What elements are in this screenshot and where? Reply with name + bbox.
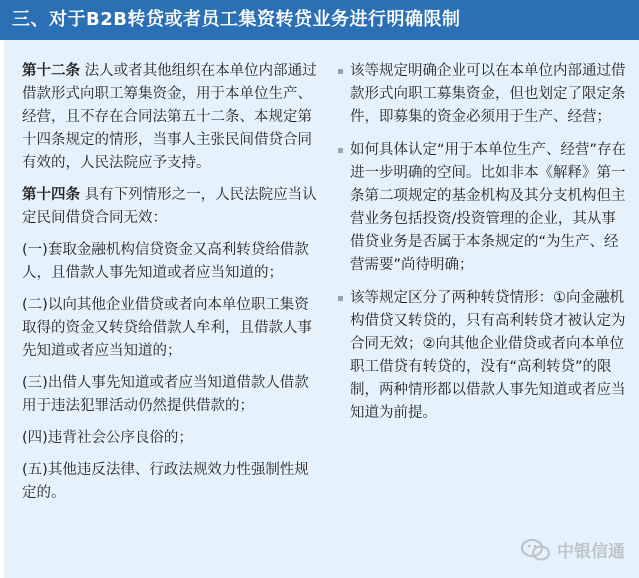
commentary-bullet [338, 139, 630, 277]
commentary-text: 该等规定区分了两种转贷情形：①向金融机构借贷又转贷的，只有高利转贷才被认定为合同无效；②向其他企业借贷或者向本单位职工借贷有转贷的，没有“高利转贷”的限制，两种情形都以借款人事先知道或者应当知道为前提。 [350, 290, 626, 421]
commentary-text: 如何具体认定“用于本单位生产、经营”存在进一步明确的空间。比如非本《解释》第一条第二项规定的基金机构及其分支机构但主营业务包括投资/投资管理的企业，其从事借贷业务是否属于本条规定的“为生产、经营需要”尚待明确； [350, 142, 627, 273]
article-14-body: 具有下列情形之一，人民法院应当认定民间借贷合同无效： [22, 187, 317, 226]
commentary-column [338, 60, 630, 435]
article-12-label: 第十二条 [22, 63, 80, 79]
article-12 [22, 60, 322, 175]
watermark [521, 537, 625, 562]
bullet-marker [338, 148, 343, 153]
watermark-text: 中银信通 [557, 542, 625, 562]
bullet-marker [338, 296, 343, 301]
article-14-item: (二)以向其他企业借贷或者向本单位职工集资取得的资金又转贷给借款人牟利，且借款人事先知道或者应当知道的； [22, 297, 312, 359]
section-header [0, 0, 639, 40]
article-14-item: (三)出借人事先知道或者应当知道借款人借款用于违法犯罪活动仍然提供借款的； [22, 375, 309, 414]
commentary-text: 该等规定明确企业可以在本单位内部通过借款形式向职工募集资金，但也划定了限定条件，即募集的资金必须用于生产、经营； [350, 63, 626, 125]
article-14-item: (五)其他违反法律、行政法规效力性强制性规定的。 [22, 462, 309, 501]
commentary-bullet [338, 287, 630, 425]
regulation-text-column [22, 60, 322, 514]
article-14 [22, 184, 322, 230]
article-14-item: (四)违背社会公序良俗的； [22, 430, 193, 446]
section-title: 三、对于B2B转贷或者员工集资转贷业务进行明确限制 [12, 9, 461, 30]
article-14-item: (一)套取金融机构信贷资金又高利转贷给借款人，且借款人事先知道或者应当知道的； [22, 242, 309, 281]
content-panel [4, 40, 639, 578]
commentary-bullet [338, 60, 630, 129]
bullet-marker [338, 69, 343, 74]
wechat-icon [521, 539, 551, 561]
article-14-label: 第十四条 [22, 187, 80, 203]
article-12-body: 法人或者其他组织在本单位内部通过借款形式向职工筹集资金，用于本单位生产、经营，且不存在合同法第五十二条、本规定第十四条规定的情形，当事人主张民间借贷合同有效的，人民法院应予支持。 [22, 63, 317, 171]
